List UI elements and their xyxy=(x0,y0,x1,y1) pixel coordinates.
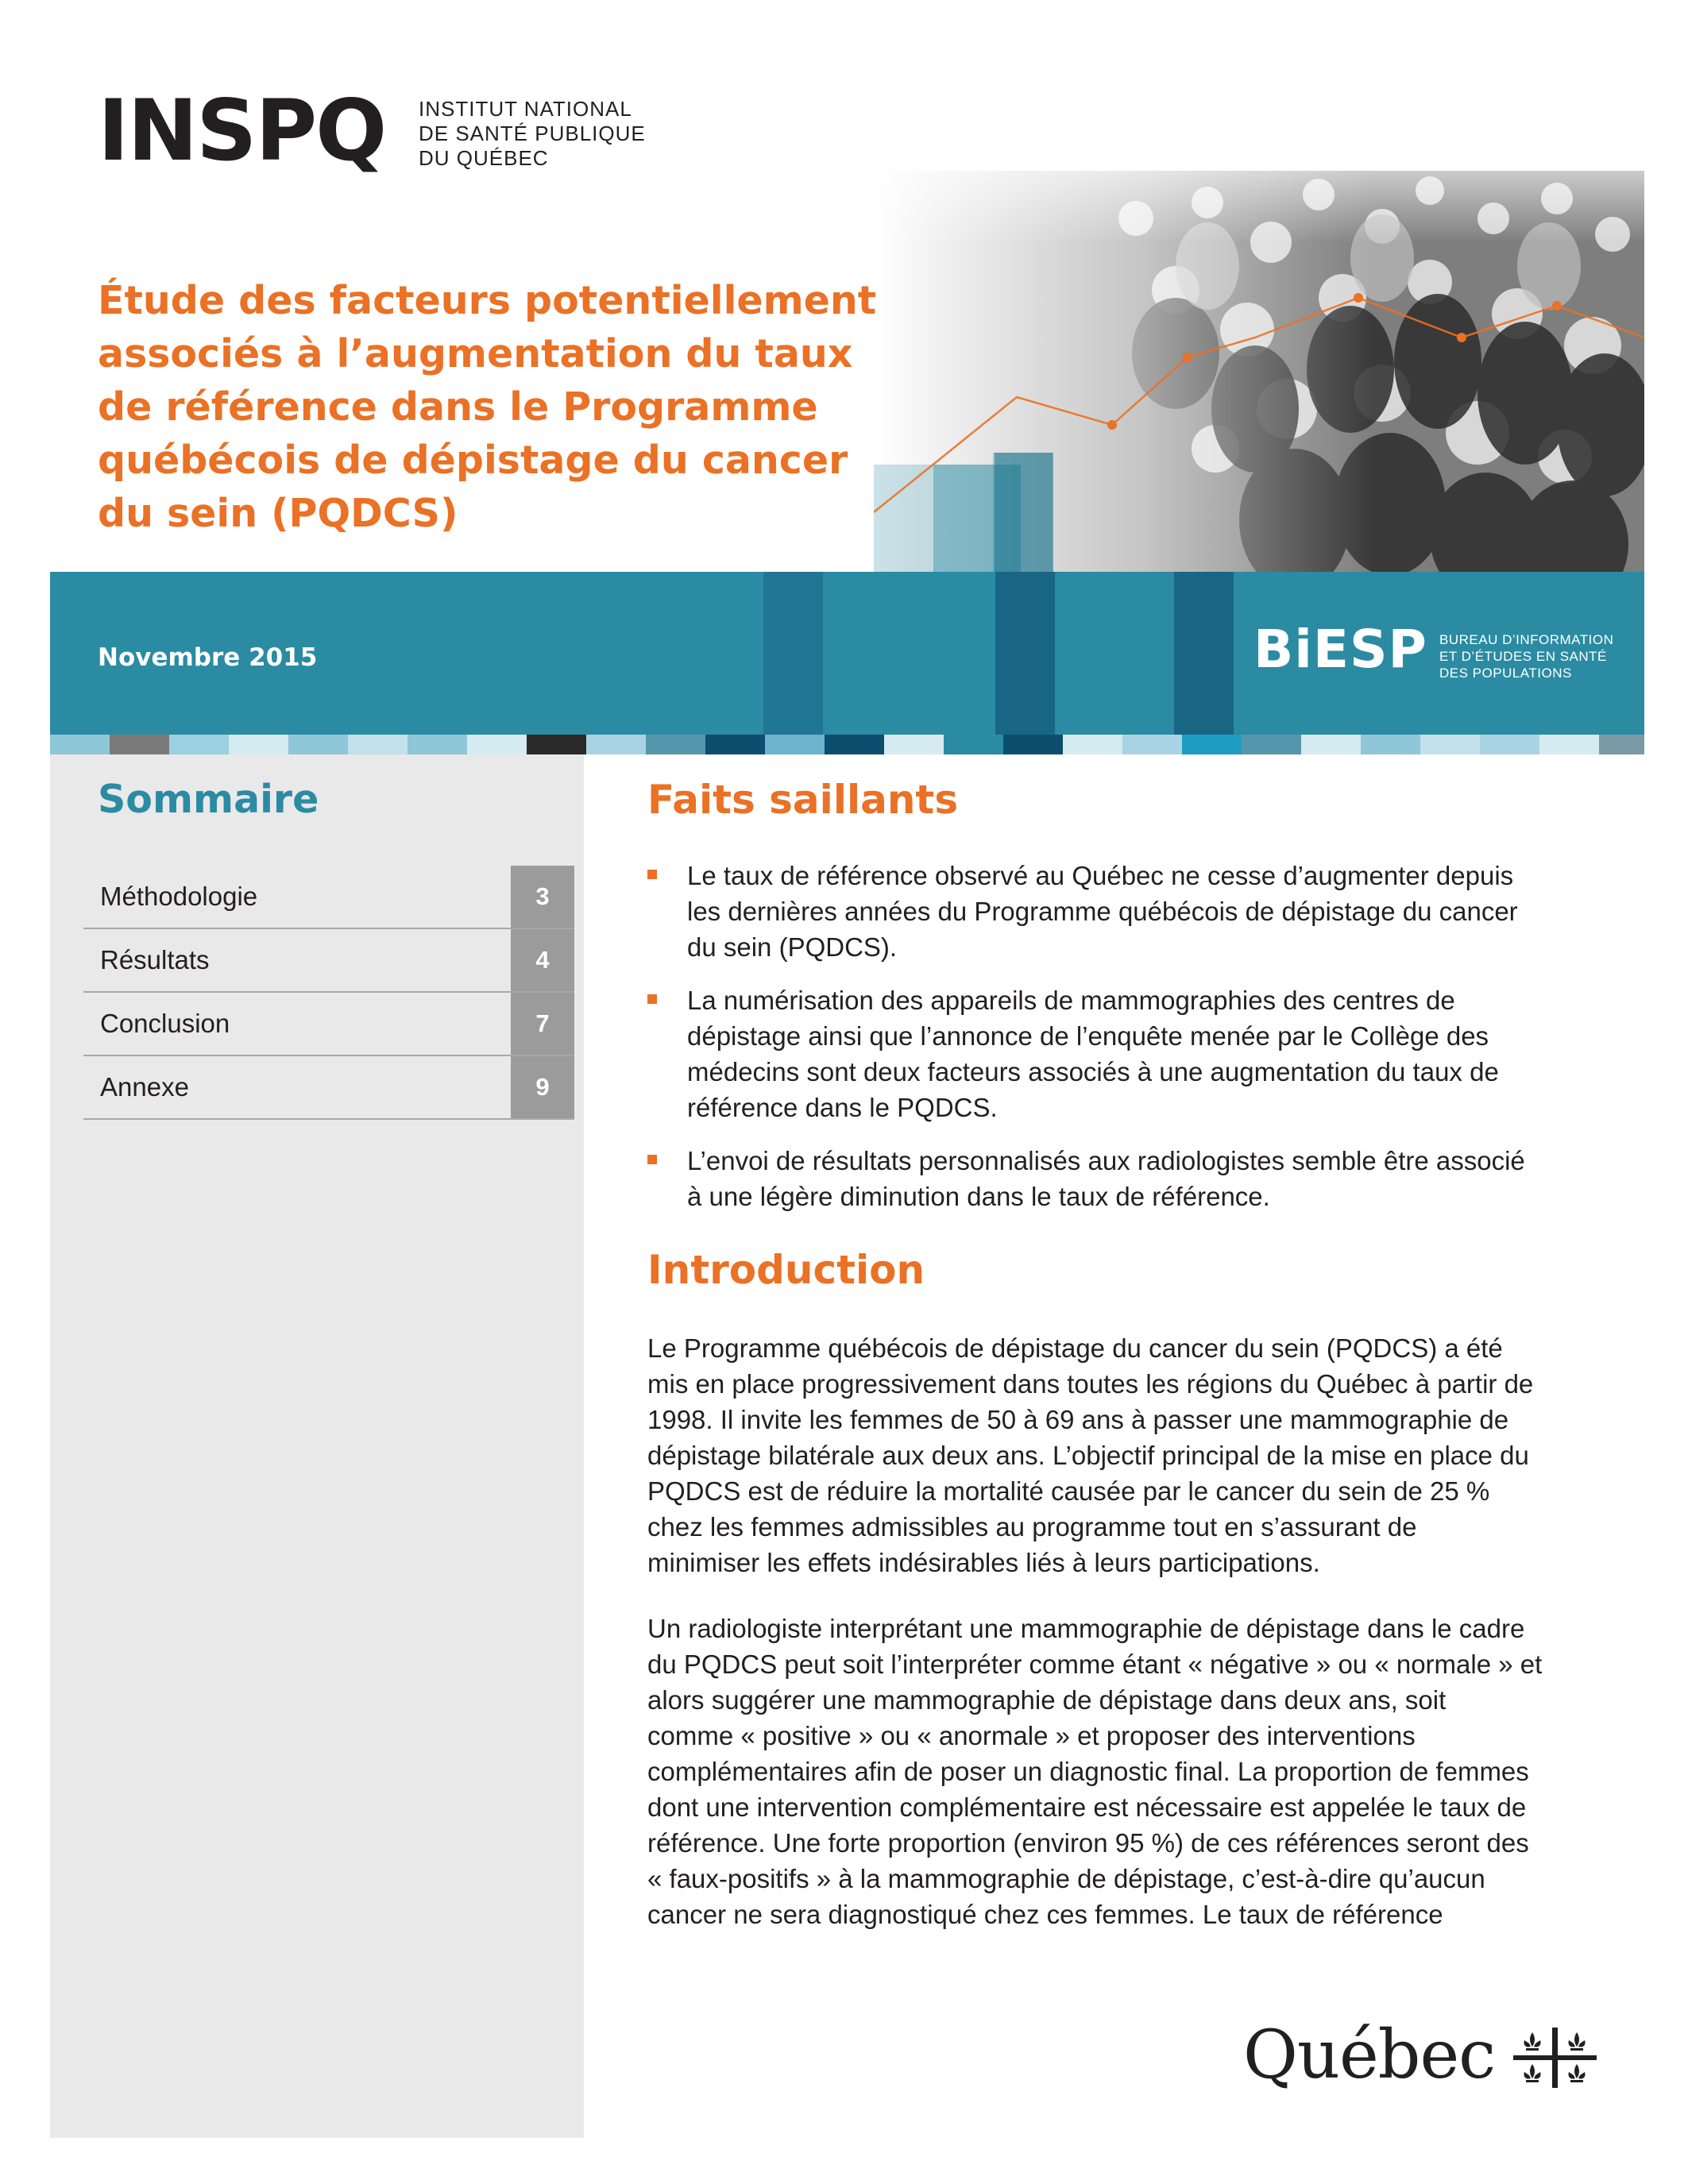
toc-item-label: Annexe xyxy=(100,1072,189,1102)
paragraph-line: comme « positive » ou « anormale » et proposer des interventions xyxy=(647,1721,1416,1750)
quebec-government-logo xyxy=(1243,2016,1496,2093)
highlight-item xyxy=(647,1143,1613,1214)
paragraph-line: Le Programme québécois de dépistage du cancer du sein (PQDCS) a été xyxy=(647,1333,1503,1363)
toc-item-label: Conclusion xyxy=(100,1009,230,1038)
paragraph-line: dont une intervention complémentaire est nécessaire est appelée le taux de xyxy=(647,1792,1527,1822)
toc-page-number: 4 xyxy=(511,929,574,991)
toc-page-number: 9 xyxy=(511,1056,574,1118)
toc-item-methodologie[interactable] xyxy=(83,866,574,929)
paragraph-line: PQDCS est de réduire la mortalité causée par le cancer du sein de 25 % xyxy=(647,1476,1490,1506)
paragraph-line: minimiser les effets indésirables liés à leurs participations. xyxy=(647,1548,1320,1577)
biesp-logo: BiESP xyxy=(1253,619,1427,680)
title-line: québécois de dépistage du cancer xyxy=(98,438,848,483)
table-of-contents xyxy=(83,866,574,1120)
introduction-paragraph xyxy=(647,1330,1624,1580)
paragraph-line: mis en place progressivement dans toutes les régions du Québec à partir de xyxy=(647,1369,1534,1399)
highlight-line: dépistage ainsi que l’annonce de l’enquête menée par le Collège des xyxy=(687,1021,1489,1051)
toc-item-annexe[interactable] xyxy=(83,1056,574,1120)
quebec-wordmark: Québec xyxy=(1243,2016,1496,2093)
paragraph-line: Un radiologiste interprétant une mammographie de dépistage dans le cadre xyxy=(647,1614,1525,1643)
biesp-name-line: ET D’ÉTUDES EN SANTÉ xyxy=(1439,649,1607,664)
institute-name xyxy=(419,97,646,171)
paragraph-line: référence. Une forte proportion (environ 95 %) de ces références seront des xyxy=(647,1828,1529,1858)
paragraph-line: dépistage bilatérale aux deux ans. L’objectif principal de la mise en place du xyxy=(647,1441,1529,1470)
toc-item-label: Méthodologie xyxy=(100,882,258,911)
title-line: Étude des facteurs potentiellement xyxy=(98,278,877,323)
introduction-paragraph xyxy=(647,1611,1624,1932)
biesp-name-line: BUREAU D’INFORMATION xyxy=(1439,632,1614,647)
highlight-line: L’envoi de résultats personnalisés aux radiologistes semble être associé xyxy=(687,1146,1525,1175)
paragraph-line: « faux-positifs » à la mammographie de dépistage, c’est-à-dire qu’aucun xyxy=(647,1864,1485,1893)
toc-item-label: Résultats xyxy=(100,945,210,974)
highlight-line: à une légère diminution dans le taux de référence. xyxy=(687,1182,1270,1211)
toc-page-number: 7 xyxy=(511,993,574,1055)
introduction-title: Introduction xyxy=(647,1247,925,1293)
highlight-line: du sein (PQDCS). xyxy=(687,932,898,962)
title-line: de référence dans le Programme xyxy=(98,384,818,430)
paragraph-line: complémentaires afin de poser un diagnostic final. La proportion de femmes xyxy=(647,1757,1529,1786)
toc-item-conclusion[interactable] xyxy=(83,993,574,1056)
highlight-line: médecins sont deux facteurs associés à une augmentation du taux de xyxy=(687,1057,1499,1086)
highlight-item xyxy=(647,858,1613,965)
paragraph-line: alors suggérer une mammographie de dépistage dans deux ans, soit xyxy=(647,1685,1447,1715)
hero-crowd-image xyxy=(874,171,1644,572)
toc-item-resultats[interactable] xyxy=(83,929,574,993)
institute-name-line: DE SANTÉ PUBLIQUE xyxy=(419,122,646,145)
color-tiles-strip xyxy=(50,735,1644,754)
paragraph-line: 1998. Il invite les femmes de 50 à 69 ans à passer une mammographie de xyxy=(647,1405,1509,1434)
biesp-name-line: DES POPULATIONS xyxy=(1439,666,1572,681)
title-line: du sein (PQDCS) xyxy=(98,491,458,536)
document-title xyxy=(98,274,979,540)
highlight-line: référence dans le PQDCS. xyxy=(687,1093,998,1122)
highlights-title: Faits saillants xyxy=(647,777,959,823)
title-line: associés à l’augmentation du taux xyxy=(98,331,853,376)
publication-date: Novembre 2015 xyxy=(98,643,318,672)
institute-name-line: INSTITUT NATIONAL xyxy=(419,97,632,121)
summary-title: Sommaire xyxy=(98,777,319,822)
paragraph-line: cancer ne sera diagnostiqué chez ces femmes. Le taux de référence xyxy=(647,1900,1443,1929)
highlight-item xyxy=(647,982,1613,1125)
institute-name-line: DU QUÉBEC xyxy=(419,146,549,170)
fleur-de-lis-flag-icon xyxy=(1513,2028,1597,2088)
inspq-logo: INSPQ xyxy=(98,82,386,179)
paragraph-line: chez les femmes admissibles au programme tout en s’assurant de xyxy=(647,1512,1417,1542)
highlight-line: La numérisation des appareils de mammographies des centres de xyxy=(687,986,1455,1015)
toc-page-number: 3 xyxy=(511,866,574,928)
highlight-line: les dernières années du Programme québécois de dépistage du cancer xyxy=(687,897,1518,926)
highlight-line: Le taux de référence observé au Québec ne cesse d’augmenter depuis xyxy=(687,861,1514,890)
highlights-list xyxy=(647,858,1613,1232)
biesp-name xyxy=(1439,631,1613,681)
paragraph-line: du PQDCS peut soit l’interpréter comme étant « négative » ou « normale » et xyxy=(647,1650,1543,1679)
